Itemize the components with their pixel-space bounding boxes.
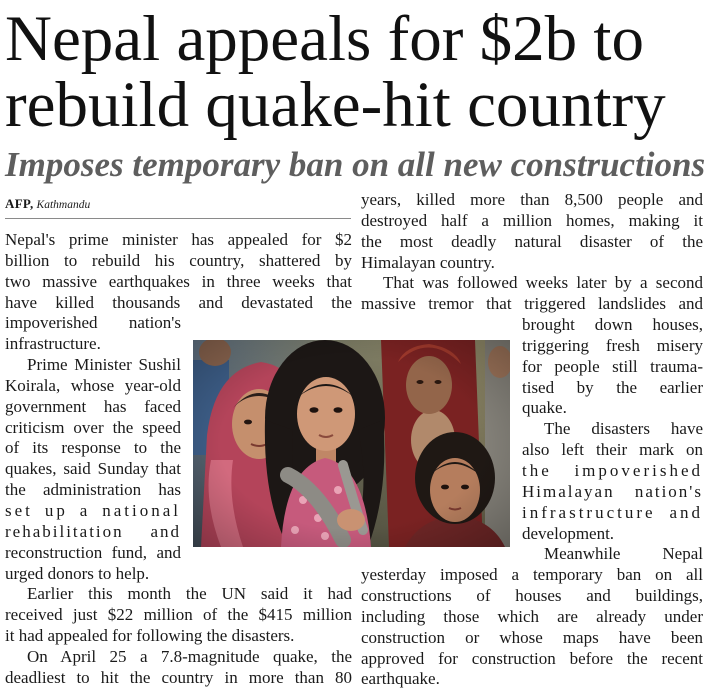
article-line: Himalayan country. [361,252,495,272]
article-line: Koirala, whose year-old [5,375,181,395]
article-line: earthquake. [361,669,440,689]
article-line: Prime Minister Sushil [27,355,181,375]
article-line: impoverished nation's [5,313,181,333]
article-line: massive tremor that triggered landslides and [361,294,703,314]
photo-vignette [193,340,510,547]
article-line: quake. [522,398,567,418]
byline [5,196,90,213]
article-line: reconstruction fund, and [5,542,181,562]
article-line: Nepal's prime minister has appealed for $2 [5,230,352,249]
article-line: approved for construction before the recent [361,648,703,668]
article-line: billion to rebuild his country, shattered by [5,250,352,270]
subheadline: Imposes temporary ban on all new constructions [5,145,706,184]
article-line: years, killed more than 8,500 people and [361,190,703,209]
headline-line-2: rebuild quake-hit country [5,69,666,141]
article-line: quakes, said Sunday that [5,459,181,479]
article-photo [193,340,510,547]
article-line: deadliest to hit the country in more than 80 [5,667,352,687]
headline [5,3,666,141]
byline-location: Kathmandu [36,199,91,211]
article-photo-image [193,340,510,547]
article-line: tised by the earlier [522,377,703,397]
byline-rule [5,218,351,219]
article-line: it had appealed for following the disasters. [5,626,295,646]
article-line: Himalayan nation's [522,481,703,501]
article-line: the administration has [5,480,181,500]
article-line: The disasters have [544,419,703,439]
article-line: rehabilitation and [5,521,181,541]
article-line: criticism over the speed [5,417,181,437]
article-line: of its response to the [5,438,181,458]
article-line: brought down houses, [522,315,703,335]
article-line: yesterday imposed a temporary ban on all [361,565,703,585]
article-line: government has faced [5,396,181,416]
article-line: for people still trauma- [522,356,703,376]
byline-agency: AFP, [5,196,34,211]
article-line: On April 25 a 7.8-magnitude quake, the [27,646,352,666]
article-line: the most deadly natural disaster of the [361,231,703,251]
article-line: Meanwhile Nepal [544,544,703,564]
article-line: including those which are already under [361,606,703,626]
article-line: construction or whose maps have been [361,627,703,647]
article-line: have killed thousands and devastated the [5,292,352,312]
article-line: constructions of houses and buildings, [361,586,703,606]
article-line: also left their mark on [522,440,703,460]
article-line: the impoverished [522,460,703,480]
article-line: destroyed half a million homes, making it [361,210,703,230]
article-line: received just $22 million of the $415 million [5,605,352,625]
article-line: urged donors to help. [5,563,150,583]
article-line: development. [522,523,615,543]
article-line: triggering fresh misery [522,335,703,355]
article-line: infrastructure. [5,334,101,354]
article-line: That was followed weeks later by a second [383,273,703,293]
headline-line-1: Nepal appeals for $2b to [5,3,644,75]
article-line: two massive earthquakes in three weeks that [5,271,352,291]
article-line: set up a national [5,500,181,520]
article-line: Earlier this month the UN said it had [27,584,352,604]
article-line: infrastructure and [522,502,703,522]
